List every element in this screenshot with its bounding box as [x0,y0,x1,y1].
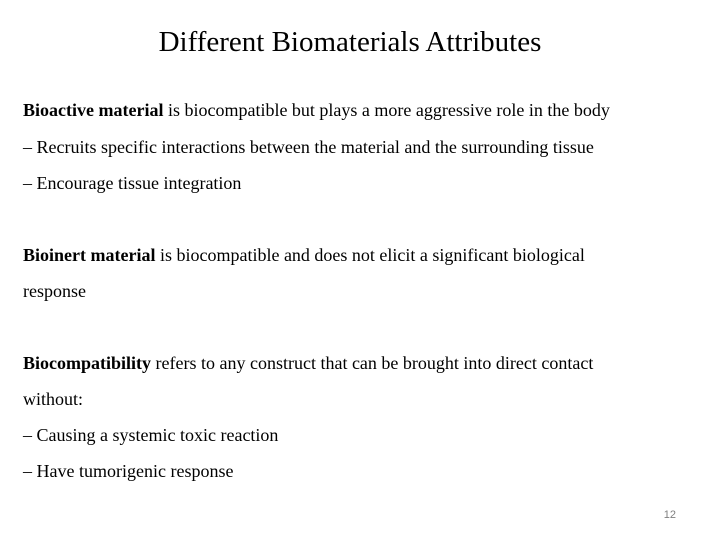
biocompatibility-bullet-2: – Have tumorigenic response [23,461,234,481]
biocompatibility-definition-continued: without: [23,389,84,409]
bioinert-definition-continued: response [23,281,86,301]
bioactive-bullet-2: – Encourage tissue integration [23,173,242,193]
biocompatibility-term: Biocompatibility [23,353,152,373]
biocompatibility-bullet-1: – Causing a systemic toxic reaction [23,425,279,445]
bioactive-bullet-1: – Recruits specific interactions between the material and the surrounding tissue [23,137,594,157]
bioinert-definition [23,244,585,266]
slide-title: Different Biomaterials Attributes [158,26,542,58]
biocompatibility-definition [23,352,593,374]
page-number: 12 [663,509,676,521]
bioactive-definition [23,99,610,121]
bioactive-definition-text: is biocompatible but plays a more aggressive role in the body [163,100,610,120]
bioinert-definition-text: is biocompatible and does not elicit a significant biological [155,245,585,265]
bioactive-term: Bioactive material [23,100,164,120]
biocompatibility-definition-text: refers to any construct that can be brought into direct contact [151,353,594,373]
bioinert-term: Bioinert material [23,245,156,265]
